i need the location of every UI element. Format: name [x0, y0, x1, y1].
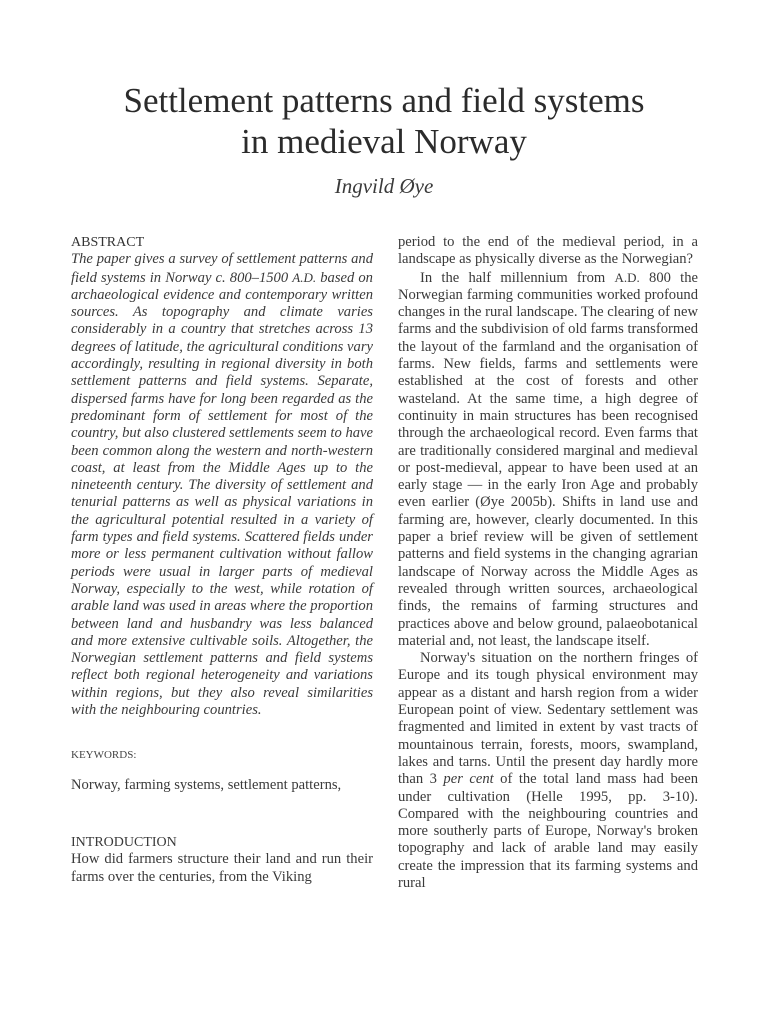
author-name: Ingvild Øye	[334, 174, 434, 198]
title-line-1: Settlement patterns and field systems	[123, 81, 645, 120]
emphasis-text: per cent	[443, 771, 494, 788]
introduction-text-continued: period to the end of the medieval period, in a landscape as physically diverse as the Norwegian?	[398, 234, 698, 268]
abstract-text-part: based on archaeological evidence and contemporary written sources. As topography and climate varies considerably in a country that stretches across 13 degrees of latitude, the agricultural conditions vary accordingly, resulting in regional diversity in both settlement patterns and field systems. Separate, dispersed farms have for long been regarded as the predominant form of settlement for most of the country, but also clustered settlements seem to have been common along the western and north-western coast, at least from the Middle Ages up to the nineteenth century. The diversity of settlement and tenurial patterns as well as physical variations in the agricultural potential resulted in a variety of farm types and field systems. Scattered fields under more or less permanent cultivation without fallow periods were usual in larger parts of medieval Norway, especially to the west, while rotation of arable land was used in areas where the proportion between land and husbandry was less balanced and more extensive cultivable soils. Altogether, the Norwegian settlement patterns and field systems reflect both regional heterogeneity and variations within regions, but they also reveal similarities with the neighbouring countries.	[71, 269, 373, 719]
paragraph-text: In the half millennium from	[420, 269, 615, 286]
abstract-text-part: The paper gives a survey of settlement patterns and field systems in Norway c. 800–1500	[71, 251, 373, 286]
keywords-heading: KEYWORDS:	[71, 749, 137, 762]
abstract-text	[71, 251, 373, 719]
introduction-paragraph-2	[398, 269, 698, 651]
right-column	[398, 234, 698, 892]
left-column	[71, 234, 373, 886]
era-abbrev: A.D.	[292, 269, 317, 285]
paragraph-text: Norway's situation on the northern fringes of Europe and its tough physical environment may appear as a distant and harsh region from a wider European point of view. Sedentary settlement was fragmented and limited in extent by vast tracts of mountainous terrain, forests, moors, swampland, lakes and tarns. Until the present day hardly more than 3	[398, 650, 698, 788]
era-abbrev: A.D.	[614, 269, 640, 285]
abstract-heading: ABSTRACT	[71, 235, 145, 250]
paragraph-text: 800 the Norwegian farming communities worked profound changes in the rural landscape. The clearing of new farms and the subdivision of old farms transformed the layout of the farmland and the organisation of farms. New fields, farms and settlements were established at the cost of forests and other wasteland. At the same time, a high degree of continuity in main structures has been recognised through the archaeological record. Even farms that are traditionally considered marginal and medieval or post-medieval, appear to have been used at an early stage — in the early Iron Age and probably even earlier (Øye 2005b). Shifts in land use and farming are, however, clearly documented. In this paper a brief review will be given of settlement patterns and field systems in the changing agrarian landscape of Norway across the Middle Ages as revealed through written sources, archaeological finds, the remains of farming structures and practices above and below ground, palaeobotanical material and, not least, the landscape itself.	[398, 269, 698, 649]
title-line-2: in medieval Norway	[241, 122, 527, 161]
introduction-text-left: How did farmers structure their land and run their farms over the centuries, from the Viking	[71, 851, 373, 885]
keywords-text: Norway, farming systems, settlement patterns,	[71, 776, 342, 793]
introduction-paragraph-3	[398, 650, 698, 892]
paragraph-text: of the total land mass had been under cultivation (Helle 1995, pp. 3-10). Compared with the neighbouring countries and more southerly parts of Europe, Norway's broken topography and lack of arable land may easily create the impression that its farming systems and rural	[398, 771, 698, 891]
paper-title	[0, 80, 768, 162]
introduction-heading: INTRODUCTION	[71, 834, 177, 850]
